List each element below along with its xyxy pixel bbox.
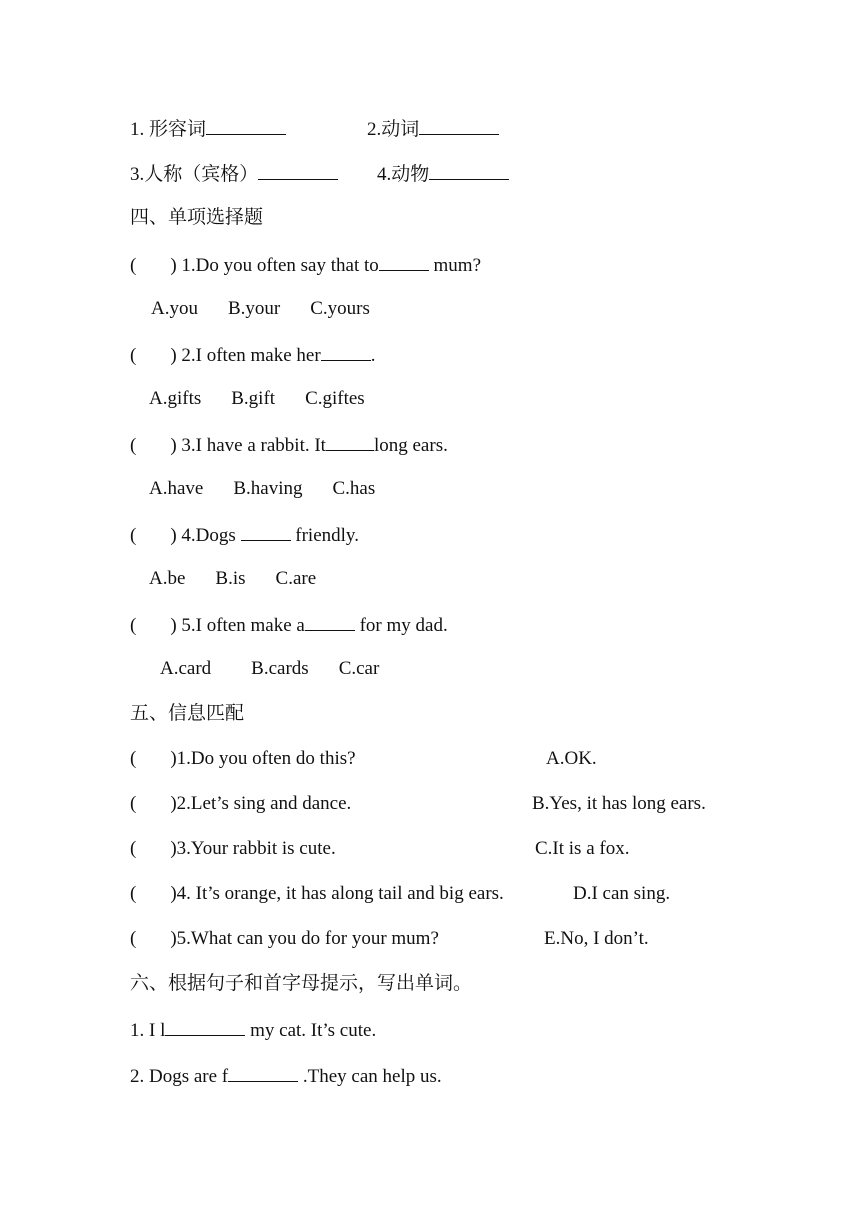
section-heading-single-choice: 四、单项选择题 (130, 207, 264, 228)
options-5 (160, 657, 379, 681)
category-row-1 (130, 116, 286, 142)
category-verb-label: 2.动词 (367, 119, 420, 140)
fill-item-2 (130, 1063, 442, 1089)
category-row-2b (377, 161, 509, 187)
answer-paren-open[interactable]: ( (130, 255, 137, 276)
match-left: 5.What can you do for your mum? (176, 928, 439, 949)
match-row-3 (130, 837, 336, 861)
answer-paren-open[interactable]: ( (130, 928, 137, 949)
answer-paren-close: ) (170, 255, 177, 276)
question-1 (130, 252, 481, 278)
answer-paren-close: ) (170, 435, 177, 456)
option-b[interactable]: B.cards (251, 658, 309, 679)
options-3 (149, 477, 375, 501)
question-stem: 5.I often make a (181, 615, 305, 636)
answer-paren-open[interactable]: ( (130, 838, 137, 859)
answer-paren-open[interactable]: ( (130, 615, 137, 636)
answer-paren-close: ) (170, 345, 177, 366)
option-c[interactable]: C.yours (310, 298, 370, 319)
option-b[interactable]: B.having (233, 478, 303, 499)
option-a[interactable]: A.have (149, 478, 204, 499)
question-4 (130, 522, 359, 548)
section-heading-fill-words: 六、根据句子和首字母提示，写出单词。 (130, 973, 473, 994)
answer-paren-close: ) (170, 615, 177, 636)
answer-paren-open[interactable]: ( (130, 435, 137, 456)
match-right-d: D.I can sing. (573, 883, 671, 904)
match-left: 2.Let’s sing and dance. (176, 793, 352, 814)
option-c[interactable]: C.has (332, 478, 376, 499)
match-right-c: C.It is a fox. (535, 838, 630, 859)
question-stem: 4.Dogs (181, 525, 241, 546)
option-a[interactable]: A.you (151, 298, 198, 319)
answer-paren-close: ) (170, 838, 177, 859)
fill-prefix: 1. I l (130, 1020, 166, 1041)
category-adjective-label: 1. 形容词 (130, 119, 207, 140)
answer-paren-open[interactable]: ( (130, 345, 137, 366)
question-stem: 3.I have a rabbit. It (181, 435, 326, 456)
options-2 (149, 387, 365, 411)
question-stem: 1.Do you often say that to (181, 255, 379, 276)
option-b[interactable]: B.is (215, 568, 246, 589)
question-stem-end: for my dad. (354, 615, 448, 636)
answer-blank[interactable] (258, 161, 338, 180)
match-left: 3.Your rabbit is cute. (176, 838, 336, 859)
match-row-5 (130, 927, 439, 951)
question-2 (130, 342, 375, 368)
answer-paren-close: ) (170, 525, 177, 546)
option-c[interactable]: C.car (338, 658, 380, 679)
match-left: 4. It’s orange, it has along tail and big ears. (176, 883, 504, 904)
option-b[interactable]: B.your (227, 298, 281, 319)
question-5 (130, 612, 448, 638)
answer-blank[interactable] (429, 161, 509, 180)
option-a[interactable]: A.card (160, 658, 212, 679)
answer-blank[interactable] (305, 612, 355, 631)
answer-paren-open[interactable]: ( (130, 748, 137, 769)
answer-blank[interactable] (326, 432, 374, 451)
answer-blank[interactable] (165, 1017, 245, 1036)
answer-paren-close: ) (170, 793, 177, 814)
match-row-1 (130, 747, 356, 771)
option-c[interactable]: C.giftes (305, 388, 365, 409)
match-left: 1.Do you often do this? (176, 748, 356, 769)
option-c[interactable]: C.are (275, 568, 317, 589)
question-stem-end: long ears. (373, 435, 448, 456)
options-4 (149, 567, 316, 591)
category-row-1b (367, 116, 499, 142)
option-a[interactable]: A.be (149, 568, 186, 589)
answer-blank[interactable] (241, 522, 291, 541)
fill-item-1 (130, 1017, 376, 1043)
option-a[interactable]: A.gifts (149, 388, 202, 409)
question-stem-end: friendly. (290, 525, 359, 546)
answer-paren-close: ) (170, 928, 177, 949)
answer-blank[interactable] (321, 342, 371, 361)
match-row-4 (130, 882, 504, 906)
section-heading-matching: 五、信息匹配 (130, 703, 245, 724)
answer-blank[interactable] (419, 116, 499, 135)
category-pronoun-label: 3.人称（宾格） (130, 164, 259, 185)
answer-blank[interactable] (228, 1063, 298, 1082)
answer-blank[interactable] (206, 116, 286, 135)
answer-paren-close: ) (170, 883, 177, 904)
match-right-e: E.No, I don’t. (544, 928, 649, 949)
fill-suffix: my cat. It’s cute. (245, 1020, 377, 1041)
answer-paren-open[interactable]: ( (130, 793, 137, 814)
fill-prefix: 2. Dogs are f (130, 1066, 229, 1087)
answer-blank[interactable] (379, 252, 429, 271)
options-1 (151, 297, 370, 321)
category-animal-label: 4.动物 (377, 164, 430, 185)
match-right-a: A.OK. (546, 748, 597, 769)
question-stem: 2.I often make her (181, 345, 321, 366)
fill-suffix: .They can help us. (298, 1066, 442, 1087)
answer-paren-close: ) (170, 748, 177, 769)
question-stem-end: mum? (428, 255, 482, 276)
answer-paren-open[interactable]: ( (130, 525, 137, 546)
category-row-2 (130, 161, 338, 187)
question-3 (130, 432, 448, 458)
option-b[interactable]: B.gift (231, 388, 276, 409)
match-row-2 (130, 792, 351, 816)
answer-paren-open[interactable]: ( (130, 883, 137, 904)
question-stem-end: . (370, 345, 376, 366)
match-right-b: B.Yes, it has long ears. (532, 793, 706, 814)
